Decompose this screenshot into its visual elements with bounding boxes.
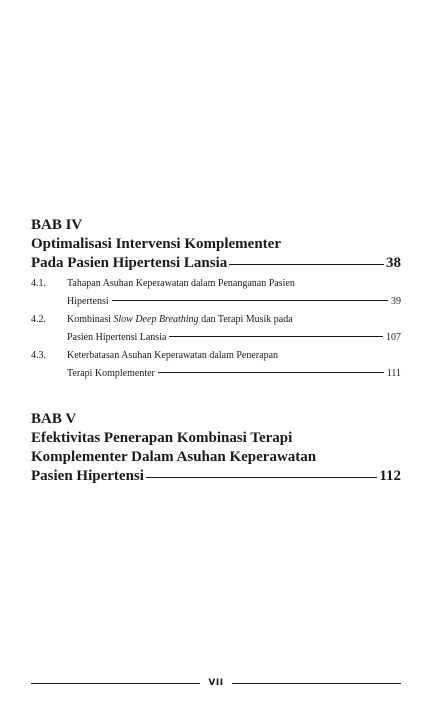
chapter-title: Optimalisasi Intervensi Komplementer: [31, 236, 281, 252]
section-title: Terapi Komplementer: [67, 368, 155, 379]
section-title: Keterbatasan Asuhan Keperawatan dalam Penerapan: [67, 350, 279, 361]
chapter-title-last-line[interactable]: [31, 254, 401, 273]
page-number: 107: [386, 332, 401, 343]
footer-rule-left: [31, 683, 200, 684]
footer-rule-right: [232, 683, 401, 684]
section-number: 4.2.: [31, 314, 46, 325]
leader-line: [169, 336, 383, 337]
toc-entry[interactable]: [31, 311, 401, 347]
leader-line: [158, 372, 384, 373]
chapter-title: Komplementer Dalam Asuhan Keperawatan: [31, 449, 317, 465]
toc-entry[interactable]: [31, 347, 401, 383]
chapter-title: Pasien Hipertensi: [31, 468, 144, 484]
folio: VII: [208, 678, 224, 688]
leader-line: [112, 300, 388, 301]
section-title: Tahapan Asuhan Keperawatan dalam Penanganan Pasien: [67, 278, 295, 289]
italic-term: Slow Deep Breathing: [113, 314, 199, 325]
page-footer: [31, 676, 401, 690]
chapter-label: BAB IV: [31, 217, 83, 233]
chapter-title: Pada Pasien Hipertensi Lansia: [31, 255, 228, 271]
section-number: 4.3.: [31, 350, 46, 361]
page-number: 38: [386, 255, 401, 271]
leader-line: [229, 264, 384, 265]
page-number: 112: [379, 468, 401, 484]
page-number: 111: [386, 368, 401, 379]
section-title: Pasien Hipertensi Lansia: [67, 332, 167, 343]
leader-line: [146, 477, 377, 478]
chapter-title-last-line[interactable]: [31, 467, 401, 486]
section-number: 4.1.: [31, 278, 46, 289]
section-title: Kombinasi Slow Deep Breathing dan Terapi Musik pada: [67, 314, 293, 325]
chapter-v: [31, 410, 401, 486]
chapter-label: BAB V: [31, 411, 77, 427]
chapter-iv: [31, 216, 401, 383]
chapter-title: Efektivitas Penerapan Kombinasi Terapi: [31, 430, 293, 446]
section-title: Hipertensi: [67, 296, 109, 307]
page-number: 39: [391, 296, 401, 307]
toc-entry[interactable]: [31, 275, 401, 311]
